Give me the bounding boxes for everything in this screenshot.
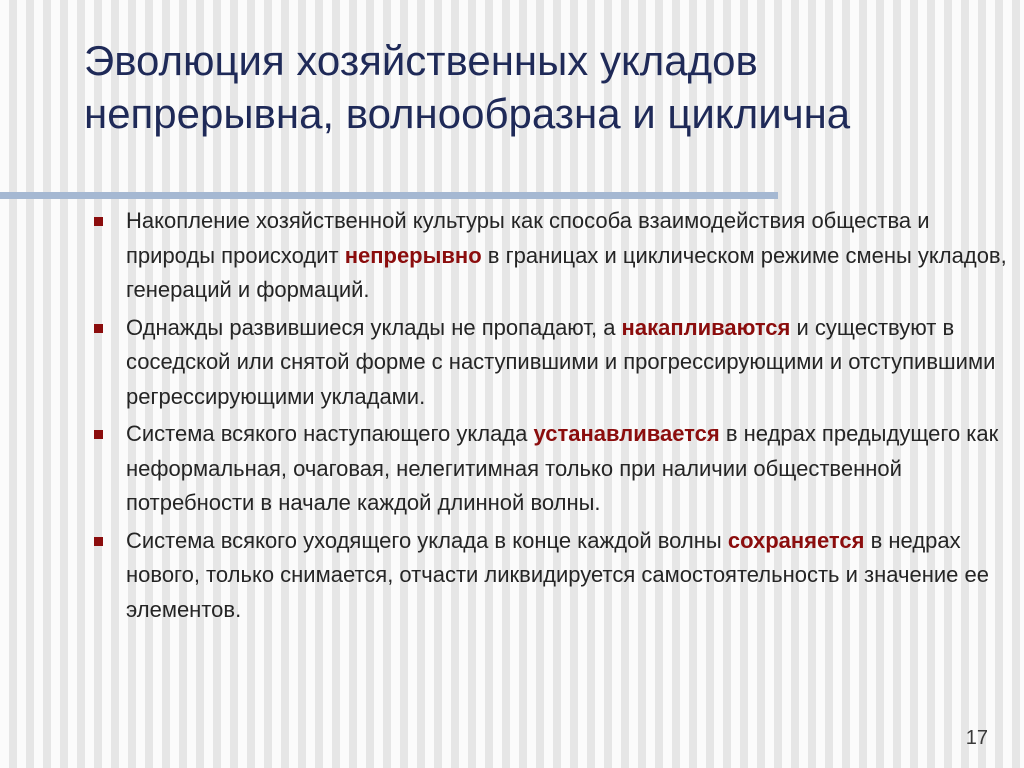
slide-title-line-2: непрерывна, волнообразна и циклична <box>84 90 851 137</box>
bullet-item <box>90 204 1010 308</box>
bullet-highlight: непрерывно <box>344 242 482 268</box>
slide-title <box>84 34 984 140</box>
bullet-text: и существуют в соседской или снятой форме с наступившими и прогрессирующими и отступившими регрессирующими укладами. <box>126 314 996 409</box>
bullet-list <box>90 204 1010 630</box>
title-divider <box>0 192 778 199</box>
square-bullet-icon <box>94 324 103 333</box>
bullet-highlight: устанавливается <box>533 421 720 446</box>
bullet-text: Накопление хозяйственной культуры как способа взаимодействия общества и природы происходит <box>126 208 930 268</box>
bullet-text: в недрах предыдущего как неформальная, очаговая, нелегитимная только при наличии общественной потребности в начале каждой длинной волны. <box>126 421 999 515</box>
square-bullet-icon <box>94 537 103 546</box>
bullet-text: Система всякого наступающего уклада <box>126 421 534 446</box>
square-bullet-icon <box>94 217 103 226</box>
bullet-text: в границах и циклическом режиме смены укладов, генераций и формаций. <box>126 242 1007 302</box>
bullet-highlight: накапливаются <box>621 314 791 340</box>
bullet-text: Система всякого уходящего уклада в конце каждой волны <box>126 527 728 553</box>
square-bullet-icon <box>94 430 103 439</box>
bullet-item <box>90 311 1010 415</box>
slide-title-line-1: Эволюция хозяйственных укладов <box>84 37 758 84</box>
bullet-text: Однажды развившиеся уклады не пропадают, а <box>126 314 622 340</box>
bullet-item <box>90 524 1010 628</box>
page-number: 17 <box>965 727 988 749</box>
bullet-text: в недрах нового, только снимается, отчасти ликвидируется самостоятельность и значение ее элементов. <box>126 527 989 622</box>
bullet-highlight: сохраняется <box>727 527 865 553</box>
bullet-item <box>90 417 1010 521</box>
